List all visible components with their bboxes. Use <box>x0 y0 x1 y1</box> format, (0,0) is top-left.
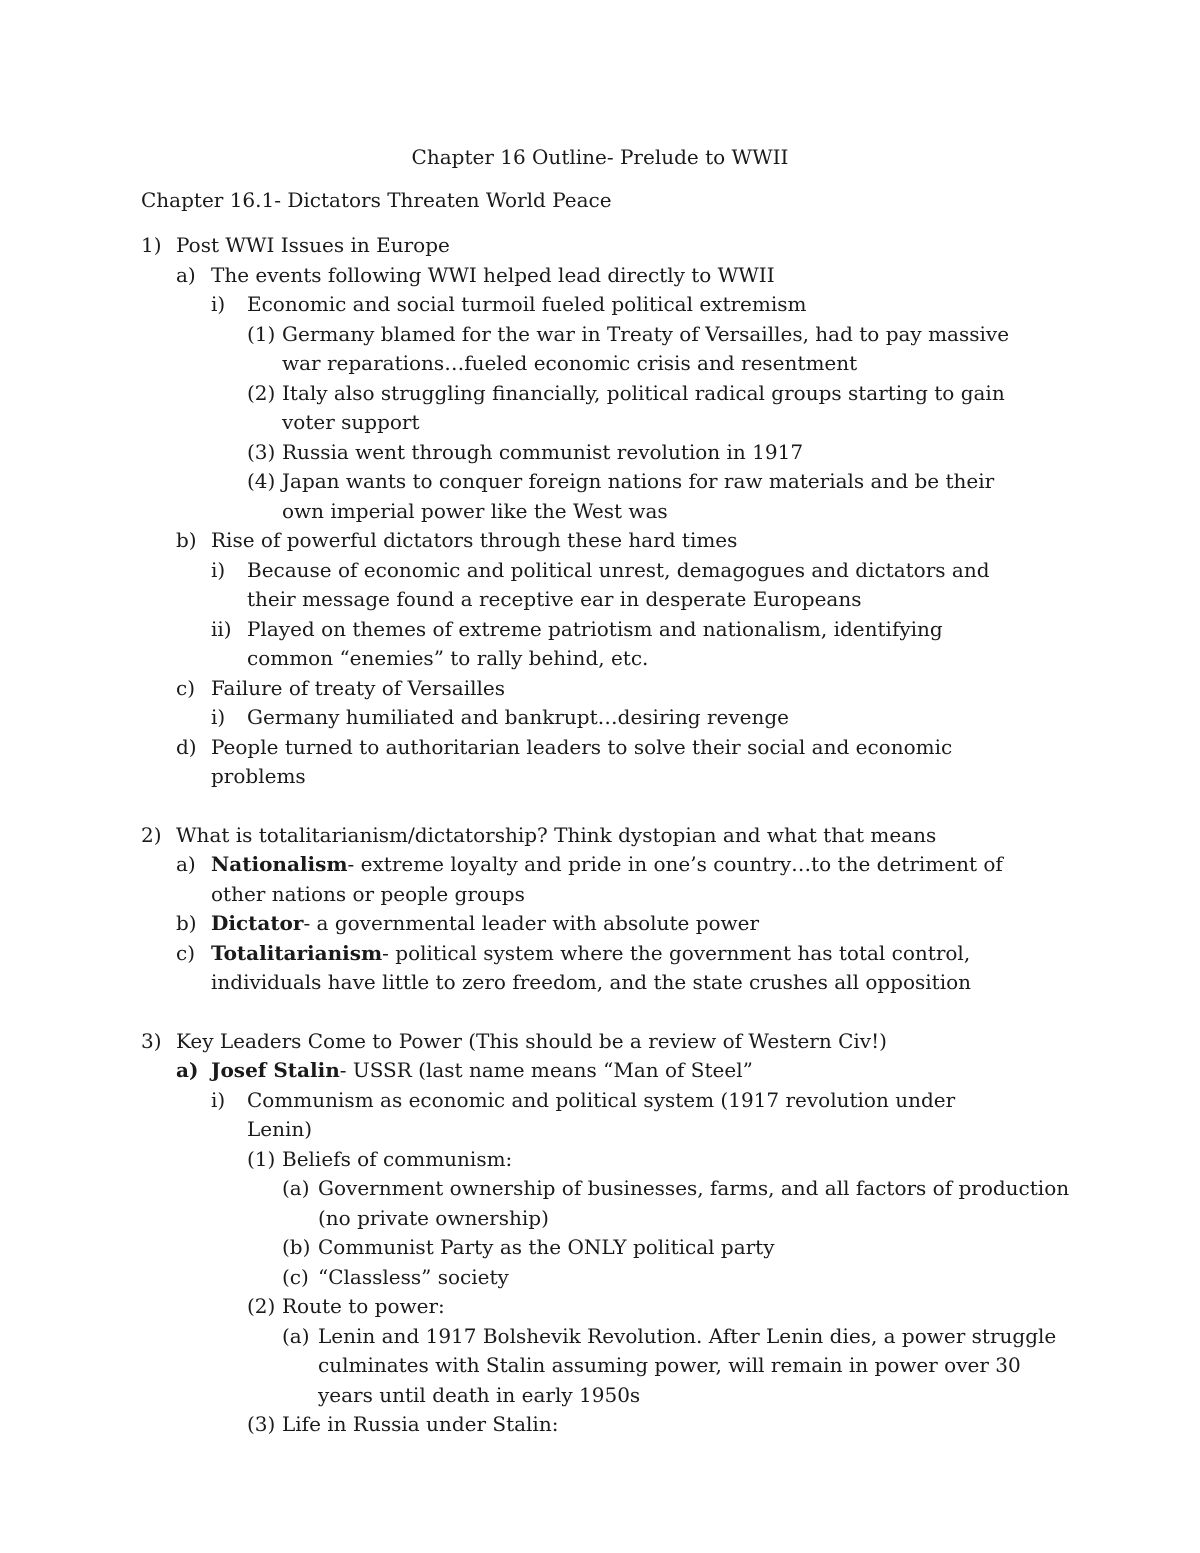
outline-body: Rise of powerful dictators through these hard times <box>211 528 738 552</box>
outline-gap <box>0 998 1200 1027</box>
outline-body: Because of economic and political unrest, demagogues and dictators and their message found a receptive ear in desperate Europeans <box>247 557 990 611</box>
outline-text <box>318 1233 1078 1263</box>
outline-text <box>211 909 1051 939</box>
outline-item <box>0 1322 1200 1411</box>
outline-body: Japan wants to conquer foreign nations for raw materials and be their own imperial power like the West was <box>282 469 995 523</box>
section-heading: Chapter 16.1- Dictators Threaten World Peace <box>141 188 612 212</box>
outline-body: Played on themes of extreme patriotism and nationalism, identifying common “enemies” to rally behind, etc. <box>247 616 943 670</box>
outline-marker: (b) <box>282 1235 311 1259</box>
outline-body: Economic and social turmoil fueled political extremism <box>247 292 807 316</box>
outline-marker: a) <box>176 262 196 287</box>
outline-item <box>0 526 1200 556</box>
outline-body: - political system where the government has total control, individuals have little to zero freedom, and the state crushes all opposition <box>211 940 972 994</box>
outline-text <box>247 1086 1017 1145</box>
outline-text <box>318 1322 1078 1411</box>
outline-item <box>0 1056 1200 1086</box>
outline-marker: 3) <box>141 1028 162 1053</box>
outline-body: Failure of treaty of Versailles <box>211 675 506 700</box>
outline-body: Route to power: <box>282 1294 445 1318</box>
outline-marker: i) <box>211 557 226 582</box>
outline-body: Beliefs of communism: <box>282 1146 513 1171</box>
outline-item <box>0 1233 1200 1263</box>
outline-marker: c) <box>176 940 196 965</box>
outline-text <box>176 1027 1056 1057</box>
outline-text <box>176 231 1056 261</box>
outline-marker: (1) <box>247 321 276 346</box>
outline-text <box>247 615 1017 674</box>
outline-body: Key Leaders Come to Power (This should be a review of Western Civ!) <box>176 1028 887 1053</box>
outline-marker: (a) <box>282 1323 310 1348</box>
outline-marker: b) <box>176 528 197 552</box>
outline-item <box>0 231 1200 261</box>
outline-item <box>0 821 1200 851</box>
outline-body: Government ownership of businesses, farms, and all factors of production (no private ownership) <box>318 1176 1070 1230</box>
outline-marker: ii) <box>211 616 232 641</box>
outline-marker: (1) <box>247 1146 276 1171</box>
outline-body: Post WWI Issues in Europe <box>176 233 450 257</box>
outline-marker: (4) <box>247 469 276 493</box>
outline-item <box>0 290 1200 320</box>
outline-item <box>0 1086 1200 1145</box>
outline-body: “Classless” society <box>318 1264 509 1289</box>
outline-marker: (c) <box>282 1264 309 1289</box>
outline-item <box>0 438 1200 468</box>
outline-marker: (3) <box>247 439 276 464</box>
outline-text <box>282 438 1032 468</box>
outline-text <box>318 1263 1078 1293</box>
outline-item <box>0 1410 1200 1440</box>
outline-marker: d) <box>176 734 197 759</box>
outline-marker: c) <box>176 675 196 700</box>
key-term: Josef Stalin <box>211 1058 340 1082</box>
outline-gap <box>0 792 1200 821</box>
outline-item <box>0 467 1200 526</box>
outline-marker: 2) <box>141 822 162 847</box>
outline-body: - USSR (last name means “Man of Steel” <box>339 1058 753 1082</box>
outline-body: Communism as economic and political system (1917 revolution under Lenin) <box>247 1087 956 1141</box>
outline-item <box>0 674 1200 704</box>
outline-text <box>211 733 1051 792</box>
outline-item <box>0 850 1200 909</box>
outline-list <box>0 231 1200 1440</box>
outline-marker: (a) <box>282 1176 310 1200</box>
key-term: Dictator <box>211 911 304 935</box>
outline-text <box>176 821 1056 851</box>
outline-text <box>211 526 1051 556</box>
outline-item <box>0 320 1200 379</box>
outline-item <box>0 379 1200 438</box>
outline-text <box>211 850 1051 909</box>
outline-text <box>247 703 1017 733</box>
outline-item <box>0 615 1200 674</box>
outline-text <box>282 320 1032 379</box>
outline-marker: 1) <box>141 233 162 257</box>
outline-text <box>282 1410 1032 1440</box>
outline-body: - a governmental leader with absolute power <box>303 911 760 935</box>
outline-item <box>0 909 1200 939</box>
outline-text <box>318 1174 1078 1233</box>
outline-marker: (2) <box>247 380 276 405</box>
outline-item <box>0 1292 1200 1322</box>
outline-item <box>0 733 1200 792</box>
outline-item <box>0 703 1200 733</box>
outline-text <box>211 939 1051 998</box>
page-title: Chapter 16 Outline- Prelude to WWII <box>411 145 789 169</box>
outline-body: Germany blamed for the war in Treaty of Versailles, had to pay massive war reparations…fueled economic crisis and resentment <box>282 321 1010 375</box>
key-term: Nationalism <box>211 852 348 876</box>
outline-body: Germany humiliated and bankrupt…desiring revenge <box>247 705 789 729</box>
outline-body: People turned to authoritarian leaders to solve their social and economic problems <box>211 734 953 788</box>
outline-text <box>211 674 1051 704</box>
outline-body: What is totalitarianism/dictatorship? Think dystopian and what that means <box>176 822 937 847</box>
outline-text <box>247 290 1017 320</box>
outline-marker: i) <box>211 1087 226 1112</box>
outline-marker: b) <box>176 911 197 935</box>
outline-item <box>0 939 1200 998</box>
outline-body: Italy also struggling financially, political radical groups starting to gain voter support <box>282 380 1005 434</box>
outline-text <box>282 1292 1032 1322</box>
outline-body: - extreme loyalty and pride in one’s country…to the detriment of other nations or people groups <box>211 852 1003 906</box>
outline-item <box>0 1145 1200 1175</box>
outline-item <box>0 261 1200 291</box>
outline-text <box>211 261 1051 291</box>
outline-body: Russia went through communist revolution in 1917 <box>282 439 804 464</box>
outline-body: Life in Russia under Stalin: <box>282 1412 559 1436</box>
outline-marker: a) <box>176 852 196 876</box>
outline-marker: i) <box>211 292 226 316</box>
outline-text <box>282 1145 1032 1175</box>
outline-text <box>282 467 1032 526</box>
outline-text <box>282 379 1032 438</box>
outline-item <box>0 556 1200 615</box>
outline-body: The events following WWI helped lead directly to WWII <box>211 262 775 287</box>
outline-body: Communist Party as the ONLY political party <box>318 1235 775 1259</box>
outline-body: Lenin and 1917 Bolshevik Revolution. After Lenin dies, a power struggle culminates with Stalin assuming power, will remain in power over 30 years until death in early 1950s <box>318 1323 1057 1407</box>
outline-marker: i) <box>211 705 226 729</box>
outline-marker: (2) <box>247 1294 276 1318</box>
outline-marker: a) <box>176 1058 199 1082</box>
outline-text <box>247 556 1017 615</box>
outline-item <box>0 1263 1200 1293</box>
outline-item <box>0 1027 1200 1057</box>
outline-text <box>211 1056 1051 1086</box>
outline-item <box>0 1174 1200 1233</box>
outline-marker: (3) <box>247 1412 276 1436</box>
key-term: Totalitarianism <box>211 940 383 965</box>
